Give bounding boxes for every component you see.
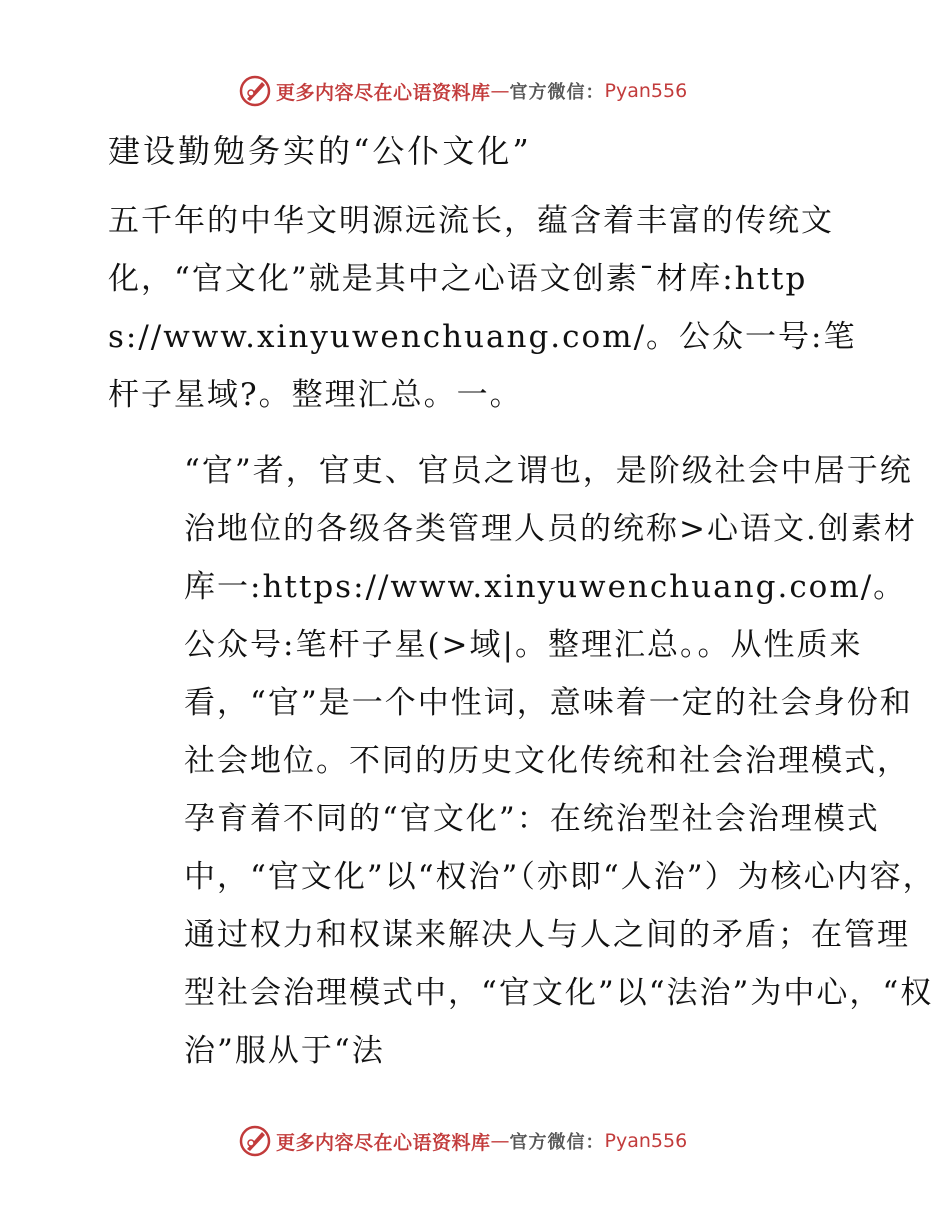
paragraph-2: “官”者，官吏、官员之谓也，是阶级社会中居于统治地位的各级各类管理人员的统称>心语文.创素材库一:https://www.xinyuwenchuang.com/。公众号:笔杆子星(>域|。整理汇总。。从性质来看，“官”是一个中性词，意味着一定的社会身份和社会地位。不同的历史文化传统和社会治理模式，孕育着不同的“官文化”：在统治型社会治理模式中，“官文化”以“权治”（亦即“人治”）为核心内容，通过权力和权谋来解决人与人之间的矛盾；在管理型社会治理模式中，“官文化”以“法治”为中心，“权治”服从于“法 xyxy=(184,453,936,1069)
banner-wechat-id: Pyan556 xyxy=(604,1130,688,1152)
footer-banner xyxy=(238,1121,687,1161)
banner-dash: — xyxy=(490,1130,510,1152)
banner-wechat-label: 官方微信： xyxy=(509,82,605,103)
paragraph-1: 五千年的中华文明源远流长，蕴含着丰富的传统文化，“官文化”就是其中之心语文创素ˉ材库:https://www.xinyuwenchuang.com/。公众一号:笔杆子星域?。整理汇总。一。 xyxy=(108,203,857,413)
header-banner xyxy=(238,71,687,111)
banner-dash: — xyxy=(490,80,510,102)
banner-main-text: 更多内容尽在心语资料库 xyxy=(276,1131,491,1154)
brand-logo-icon xyxy=(238,74,272,108)
banner-wechat-id: Pyan556 xyxy=(604,80,688,102)
banner-main-text: 更多内容尽在心语资料库 xyxy=(276,81,491,104)
banner-wechat-label: 官方微信： xyxy=(509,1132,605,1153)
document-title: 建设勤勉务实的“公仆文化” xyxy=(108,132,532,170)
brand-logo-icon xyxy=(238,1124,272,1158)
